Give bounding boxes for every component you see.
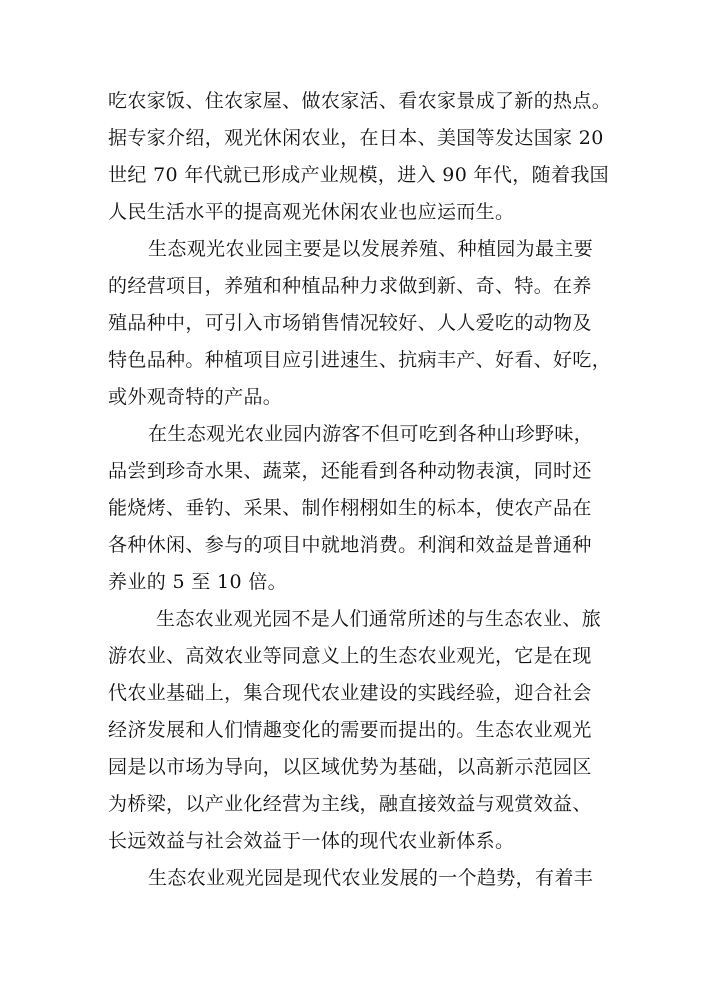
text-line: 或外观奇特的产品。	[108, 386, 283, 408]
text-line: 能烧烤、垂钓、采果、制作栩栩如生的标本，使农产品在	[108, 497, 592, 519]
text-line: 经济发展和人们情趣变化的需要而提出的。生态农业观光	[108, 719, 592, 741]
text-line: 特色品种。种植项目应引进速生、抗病丰产、好看、好吃，	[108, 349, 612, 371]
text-line: 为桥梁，以产业化经营为主线，融直接效益与观赏效益、	[108, 793, 592, 815]
text-line: 品尝到珍奇水果、蔬菜，还能看到各种动物表演，同时还	[108, 460, 592, 482]
text-line: 世纪 70 年代就已形成产业规模，进入 90 年代，随着我国	[108, 164, 610, 186]
text-line: 生态观光农业园主要是以发展养殖、种植园为最主要	[148, 238, 594, 260]
text-line: 据专家介绍，观光休闲农业，在日本、美国等发达国家 20	[108, 127, 604, 149]
text-line: 代农业基础上，集合现代农业建设的实践经验，迎合社会	[108, 682, 592, 704]
text-line: 园是以市场为导向，以区域优势为基础，以高新示范园区	[108, 756, 592, 778]
text-line: 各种休闲、参与的项目中就地消费。利润和效益是普通种	[108, 534, 592, 556]
text-line: 殖品种中，可引入市场销售情况较好、人人爱吃的动物及	[108, 312, 592, 334]
text-line: 养业的 5 至 10 倍。	[108, 571, 287, 593]
text-line: 游农业、高效农业等同意义上的生态农业观光，它是在现	[108, 645, 592, 667]
text-line: 人民生活水平的提高观光休闲农业也应运而生。	[108, 201, 515, 223]
text-line: 生态农业观光园是现代农业发展的一个趋势，有着丰	[148, 867, 594, 889]
text-line: 吃农家饭、住农家屋、做农家活、看农家景成了新的热点。	[108, 90, 612, 112]
text-line: 生态农业观光园不是人们通常所述的与生态农业、旅	[156, 608, 602, 630]
text-line: 长远效益与社会效益于一体的现代农业新体系。	[108, 830, 515, 852]
text-line: 在生态观光农业园内游客不但可吃到各种山珍野味，	[148, 423, 594, 445]
text-line: 的经营项目，养殖和种植品种力求做到新、奇、特。在养	[108, 275, 592, 297]
